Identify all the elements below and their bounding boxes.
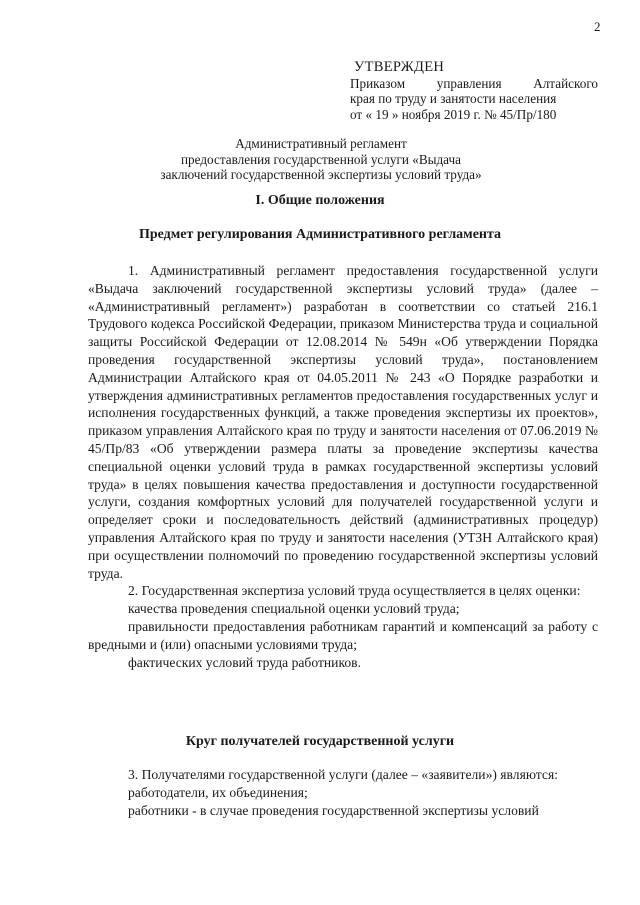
list-item: фактических условий труда работников. <box>128 654 361 670</box>
list-item: работодатели, их объединения; <box>128 784 308 800</box>
approval-heading: УТВЕРЖДЕН <box>354 59 445 75</box>
paragraph-1: 1. Административный регламент предоставления государственной услуги «Выдача заключений государственной экспертизы условий труда» (далее – «Административный регламент») разработан в соответствии со статьей 216.1 Трудового кодекса Российской Федерации, приказом Министерства труда и социальной защиты Российской Федерации от 12.08.2014 № 549н «Об утверждении Порядка проведения государственной экспертизы условий труда», постановлением Администрации Алтайского края от 04.05.2011 № 243 «О Порядке разработки и утверждения административных регламентов предоставления государственных услуг и исполнения государственных функций, а также проведения экспертизы их проектов», приказом управления Алтайского края по труду и занятости населения от 07.06.2019 № 45/Пр/83 «Об утверждении размера платы за проведение экспертизы качества специальной оценки условий труда в рамках государственной экспертизы условий труда» в целях повышения качества предоставления и доступности государственной услуги, создания комфортных условий для получателей государственной услуги и определяет сроки и последовательность действий (административных процедур) управления Алтайского края по труду и занятости населения (УТЗН Алтайского края) при осуществлении полномочий по проведению государственной экспертизы условий труда. <box>88 263 598 581</box>
approval-line: от « 19 » ноября 2019 г. № 45/Пр/180 <box>350 106 557 122</box>
title-line: предоставления государственной услуги «Выдача <box>181 151 461 167</box>
list-item: работники - в случае проведения государственной экспертизы условий <box>128 802 539 818</box>
body-text-block-2 <box>88 766 598 819</box>
approval-line: Приказом управления Алтайского <box>350 75 598 91</box>
title-line: Административный регламент <box>235 136 407 151</box>
paragraph-3: 3. Получателями государственной услуги (далее – «заявители») являются: <box>128 767 558 782</box>
section-heading: I. Общие положения <box>255 193 385 208</box>
list-item: качества проведения специальной оценки условий труда; <box>128 601 460 617</box>
approval-line: края по труду и занятости населения <box>350 91 557 106</box>
document-title <box>140 136 502 183</box>
paragraph-2: 2. Государственная экспертиза условий труда осуществляется в целях оценки: <box>128 583 581 599</box>
body-text-block-1 <box>88 262 598 671</box>
subsection-heading: Предмет регулирования Административного регламента <box>138 227 502 242</box>
subsection-heading: Круг получателей государственной услуги <box>185 734 455 749</box>
list-item: правильности предоставления работникам гарантий и компенсаций за работу с вредными и (или) опасными условиями труда; <box>88 618 598 652</box>
page-number: 2 <box>594 19 601 34</box>
approval-stamp <box>350 60 598 122</box>
title-line: заключений государственной экспертизы условий труда» <box>160 167 482 182</box>
